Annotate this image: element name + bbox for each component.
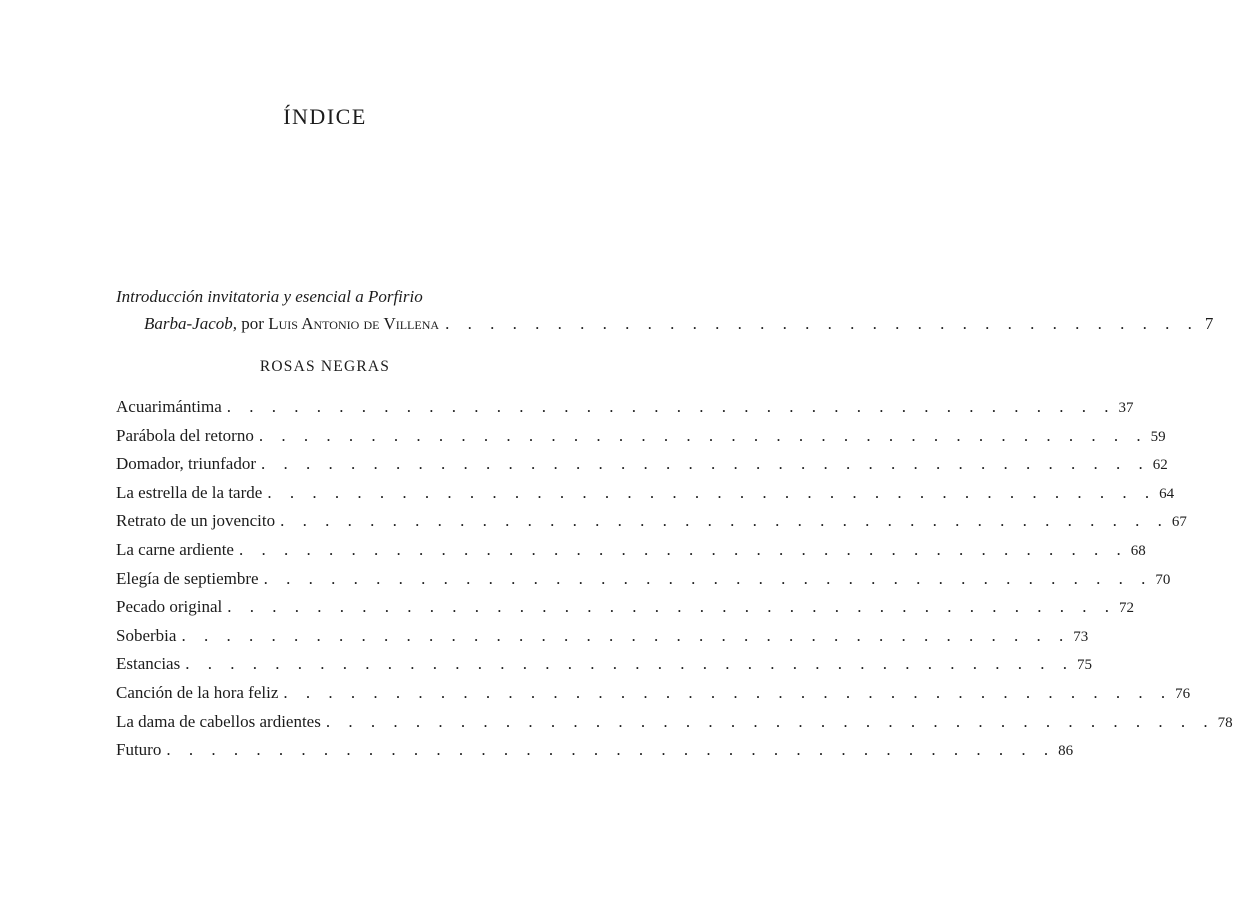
toc-entry-page: 86 [1058, 743, 1074, 760]
toc-entry[interactable] [116, 593, 1134, 622]
toc-entry-page: 75 [1076, 657, 1092, 674]
toc-entry-title: Canción de la hora feliz [116, 682, 279, 702]
toc-entry[interactable] [116, 393, 1134, 422]
toc-entry-title: Parábola del retorno [116, 425, 254, 445]
toc-entry-title: Futuro [116, 740, 162, 760]
toc-entry-page: 76 [1175, 685, 1191, 702]
page-title: ÍNDICE [283, 104, 367, 129]
dot-leader: . . . . . . . . . . . . . . . . . . . . . . . . . . . . . . . . . . . . . . . . [166, 740, 1056, 760]
toc-entry-page: 62 [1152, 457, 1168, 474]
intro-by: por [241, 314, 264, 333]
intro-title-line: Introducción invitatoria y esencial a Porfirio [116, 287, 423, 306]
dot-leader: . . . . . . . . . . . . . . . . . . . . . . . . . . . . . . . . . . . . . . . . [181, 625, 1071, 645]
dot-leader: . . . . . . . . . . . . . . . . . . . . . . . . . . . . . . . . . . . . . . . . [263, 568, 1153, 588]
toc-entry[interactable] [116, 565, 1171, 594]
toc-entry-title: Acuarimántima [116, 397, 222, 416]
toc-entry[interactable] [116, 507, 1187, 536]
toc-entry[interactable] [116, 708, 1233, 737]
toc-entry-page: 73 [1073, 628, 1089, 645]
intro-author: Luis Antonio de Villena [268, 314, 440, 333]
dot-leader: . . . . . . . . . . . . . . . . . . . . . . . . . . . . . . . . . . . . . . . . [267, 482, 1157, 502]
intro-author-line [116, 310, 1214, 337]
toc-entry-page: 70 [1155, 571, 1171, 588]
intro-entry[interactable] [116, 283, 1214, 337]
toc-entry-page: 64 [1159, 485, 1175, 502]
toc-list [116, 393, 1233, 765]
dot-leader: . . . . . . . . . . . . . . . . . . . . . . . . . . . . . . . . . . . . . . . . [238, 539, 1128, 559]
dot-leader: . . . . . . . . . . . . . . . . . . . . . . . . . . . . . . . . . . . . . . . . [261, 454, 1150, 474]
dot-leader: . . . . . . . . . . . . . . . . . . . . . . . . . . . . . . . . . . . . . . . . [258, 425, 1148, 445]
toc-entry-page: 67 [1171, 514, 1187, 531]
toc-entry[interactable] [116, 450, 1168, 479]
dot-leader: . . . . . . . . . . . . . . . . . . . . . . . . . . . . . . . . . . . . . . . . [280, 511, 1169, 531]
toc-entry-page: 68 [1130, 542, 1146, 559]
toc-entry[interactable] [116, 679, 1191, 708]
dot-leader: . . . . . . . . . . . . . . . . . . . . . . . . . . . . . . . . . . . . . . . . [227, 597, 1116, 617]
dot-leader: . . . . . . . . . . . . . . . . . . . . . . . . . . . . . . . . . . . . . . . . [185, 654, 1074, 674]
dot-leader: . . . . . . . . . . . . . . . . . . . . . . . . . . . . . . . . . . [445, 314, 1199, 333]
toc-entry-title: Domador, triunfador [116, 454, 257, 474]
toc-entry-title: La estrella de la tarde [116, 482, 263, 502]
toc-entry[interactable] [116, 479, 1175, 508]
toc-entry-title: Pecado original [116, 597, 223, 617]
section-heading: ROSAS NEGRAS [259, 358, 391, 375]
toc-entry-title: Estancias [116, 654, 181, 674]
toc-entry-title: La dama de cabellos ardientes [116, 711, 321, 731]
toc-entry-title: Retrato de un jovencito [116, 511, 276, 531]
toc-entry[interactable] [116, 422, 1166, 451]
toc-entry-page: 72 [1118, 600, 1134, 617]
toc-entry[interactable] [116, 650, 1092, 679]
toc-entry[interactable] [116, 536, 1146, 565]
toc-entry[interactable] [116, 736, 1074, 765]
intro-page-number: 7 [1204, 314, 1214, 333]
dot-leader: . . . . . . . . . . . . . . . . . . . . . . . . . . . . . . . . . . . . . . . . [283, 682, 1173, 702]
toc-entry[interactable] [116, 622, 1089, 651]
toc-entry-title: Soberbia [116, 625, 177, 645]
toc-entry-page: 78 [1217, 714, 1233, 731]
toc-entry-page: 37 [1118, 400, 1134, 416]
toc-entry-title: La carne ardiente [116, 539, 234, 559]
toc-entry-title: Elegía de septiembre [116, 568, 259, 588]
dot-leader: . . . . . . . . . . . . . . . . . . . . . . . . . . . . . . . . . . . . . . . . [226, 397, 1116, 416]
intro-title-continued: Barba-Jacob, [144, 314, 238, 333]
dot-leader: . . . . . . . . . . . . . . . . . . . . . . . . . . . . . . . . . . . . . . . . [325, 711, 1215, 731]
toc-entry-page: 59 [1150, 428, 1166, 445]
